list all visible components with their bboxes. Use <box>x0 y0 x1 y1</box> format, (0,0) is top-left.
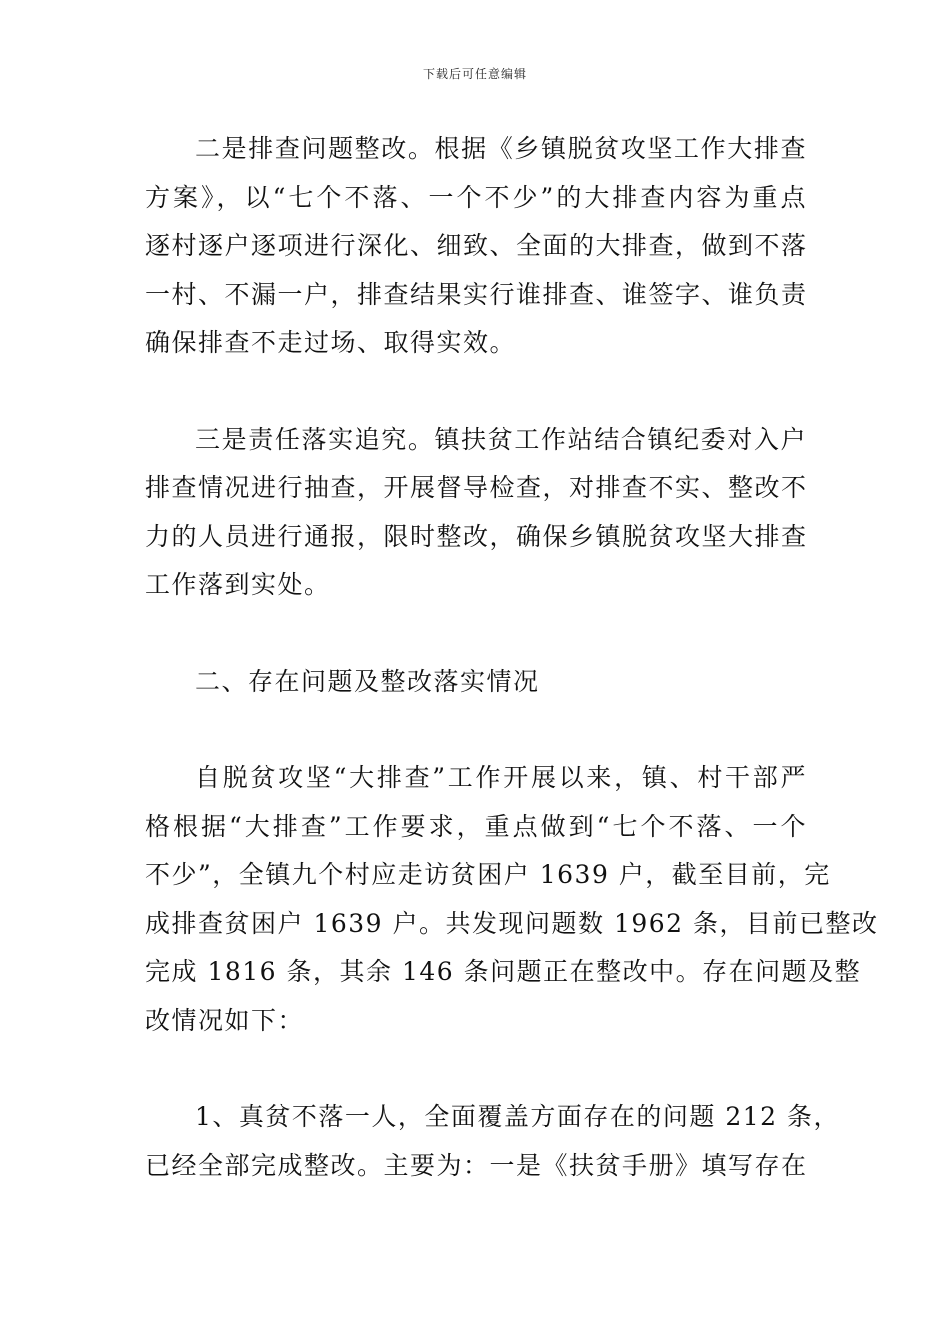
paragraph-line: 确保排查不走过场、取得实效。 <box>145 328 517 357</box>
paragraph-overview <box>145 754 879 1045</box>
paragraph-line: 成排查贫困户 1639 户。共发现问题数 1962 条，目前已整改 <box>145 908 879 938</box>
paragraph-line: 逐村逐户逐项进行深化、细致、全面的大排查，做到不落 <box>145 231 808 260</box>
paragraph-line: 自脱贫攻坚“大排查”工作开展以来，镇、村干部严 <box>195 763 807 792</box>
paragraph-line: 完成 1816 条，其余 146 条问题正在整改中。存在问题及整 <box>145 957 862 986</box>
section-heading: 二、存在问题及整改落实情况 <box>195 666 540 696</box>
page-header: 下载后可任意编辑 <box>422 67 527 81</box>
paragraph-line: 方案》，以“七个不落、一个不少”的大排查内容为重点 <box>145 182 807 212</box>
paragraph-line: 二是排查问题整改。根据《乡镇脱贫攻坚工作大排查 <box>195 134 807 163</box>
paragraph-responsibility <box>145 416 807 610</box>
paragraph-line: 一村、不漏一户，排查结果实行谁排查、谁签字、谁负责 <box>145 279 808 309</box>
paragraph-line: 排查情况进行抽查，开展督导检查，对排查不实、整改不 <box>145 473 808 502</box>
paragraph-investigation-rectification <box>145 125 807 368</box>
paragraph-line: 不少”，全镇九个村应走访贫困户 1639 户，截至目前，完 <box>145 860 831 889</box>
paragraph-item-1 <box>145 1093 841 1190</box>
paragraph-line: 已经全部完成整改。主要为：一是《扶贫手册》填写存在 <box>145 1150 808 1180</box>
paragraph-line: 力的人员进行通报，限时整改，确保乡镇脱贫攻坚大排查 <box>145 521 808 551</box>
paragraph-line: 1、真贫不落一人，全面覆盖方面存在的问题 212 条， <box>195 1102 841 1131</box>
paragraph-line: 改情况如下： <box>145 1005 305 1035</box>
paragraph-line: 格根据“大排查”工作要求，重点做到“七个不落、一个 <box>145 811 807 841</box>
paragraph-line: 工作落到实处。 <box>145 570 331 599</box>
document-body <box>145 125 879 1238</box>
paragraph-line: 三是责任落实追究。镇扶贫工作站结合镇纪委对入户 <box>195 424 807 454</box>
